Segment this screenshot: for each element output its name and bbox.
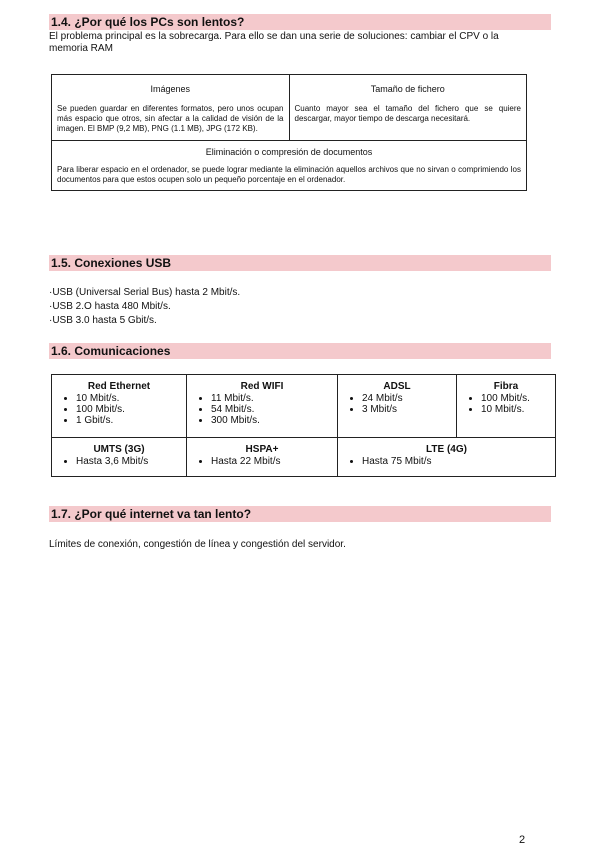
ethernet-list: [56, 393, 182, 426]
images-cell: [52, 75, 290, 141]
usb-line-3: ·USB 3.0 hasta 5 Gbit/s.: [49, 315, 157, 326]
intro-line-1: El problema principal es la sobrecarga. Para ello se dan una serie de soluciones: cambiar el CPV o la: [49, 31, 499, 42]
ethernet-item: • 100 Mbit/s.: [76, 404, 182, 415]
page-number: 2: [519, 834, 526, 846]
communications-table: [51, 374, 556, 477]
cell-ethernet: [52, 375, 187, 438]
adsl-item: • 3 Mbit/s: [362, 404, 452, 415]
ethernet-title: Red Ethernet: [87, 381, 151, 392]
adsl-list: [342, 393, 452, 415]
lte-list: [342, 456, 551, 467]
cell-hspa: [187, 438, 338, 477]
section-heading-1-4: 1.4. ¿Por qué los PCs son lentos?: [49, 14, 551, 30]
cell-lte: [338, 438, 556, 477]
section-1-7-text: Límites de conexión, congestión de línea y congestión del servidor.: [49, 539, 346, 550]
wifi-item: • 300 Mbit/s.: [211, 415, 333, 426]
lte-item: • Hasta 75 Mbit/s: [362, 456, 551, 467]
filesize-text: Cuanto mayor sea el tamaño del fichero que se quiere descargar, mayor tiempo de descarga necesitará.: [294, 104, 521, 123]
hspa-item: • Hasta 22 Mbit/s: [211, 456, 333, 467]
wifi-list: [191, 393, 333, 426]
umts-title: UMTS (3G): [93, 444, 145, 455]
cell-fibra: [457, 375, 556, 438]
cell-adsl: [338, 375, 457, 438]
umts-list: [56, 456, 182, 467]
hspa-list: [191, 456, 333, 467]
images-title: Imágenes: [150, 84, 191, 94]
fibra-list: [461, 393, 551, 415]
ethernet-item: • 1 Gbit/s.: [76, 415, 182, 426]
removal-text: Para liberar espacio en el ordenador, se puede lograr mediante la eliminación aquellos archivos que no sirvan o comprimiendo los documentos para que estos ocupen solo un pequeño porcentaje en el ordenador.: [57, 165, 521, 184]
adsl-item: • 24 Mbit/s: [362, 393, 452, 404]
filesize-title: Tamaño de fichero: [370, 84, 445, 94]
section-heading-1-7: 1.7. ¿Por qué internet va tan lento?: [49, 506, 551, 522]
wifi-item: • 54 Mbit/s.: [211, 404, 333, 415]
fibra-item: • 10 Mbit/s.: [481, 404, 551, 415]
section-heading-1-6: 1.6. Comunicaciones: [49, 343, 551, 359]
cell-wifi: [187, 375, 338, 438]
intro-line-2: memoria RAM: [49, 43, 113, 54]
wifi-item: • 11 Mbit/s.: [211, 393, 333, 404]
cell-umts: [52, 438, 187, 477]
adsl-title: ADSL: [383, 381, 411, 392]
filesize-cell: [289, 75, 527, 141]
removal-title: Eliminación o compresión de documentos: [205, 147, 373, 157]
fibra-item: • 100 Mbit/s.: [481, 393, 551, 404]
umts-item: • Hasta 3,6 Mbit/s: [76, 456, 182, 467]
section-heading-1-5: 1.5. Conexiones USB: [49, 255, 551, 271]
removal-cell: [52, 141, 527, 191]
hspa-title: HSPA+: [245, 444, 279, 455]
wifi-title: Red WIFI: [240, 381, 284, 392]
usb-list: [49, 286, 240, 328]
section-1-4-intro: [49, 31, 554, 55]
ethernet-item: • 10 Mbit/s.: [76, 393, 182, 404]
images-text: Se pueden guardar en diferentes formatos, pero unos ocupan más espacio que otros, sin afectar a la calidad de visión de la imagen. El BMP (9,2 MB), PNG (1.1 MB), JPG (172 KB).: [57, 104, 284, 133]
pc-slowness-table: [51, 74, 527, 191]
usb-line-2: ·USB 2.O hasta 480 Mbit/s.: [49, 301, 171, 312]
usb-line-1: ·USB (Universal Serial Bus) hasta 2 Mbit/s.: [49, 287, 241, 298]
lte-title: LTE (4G): [426, 444, 467, 455]
fibra-title: Fibra: [493, 381, 519, 392]
